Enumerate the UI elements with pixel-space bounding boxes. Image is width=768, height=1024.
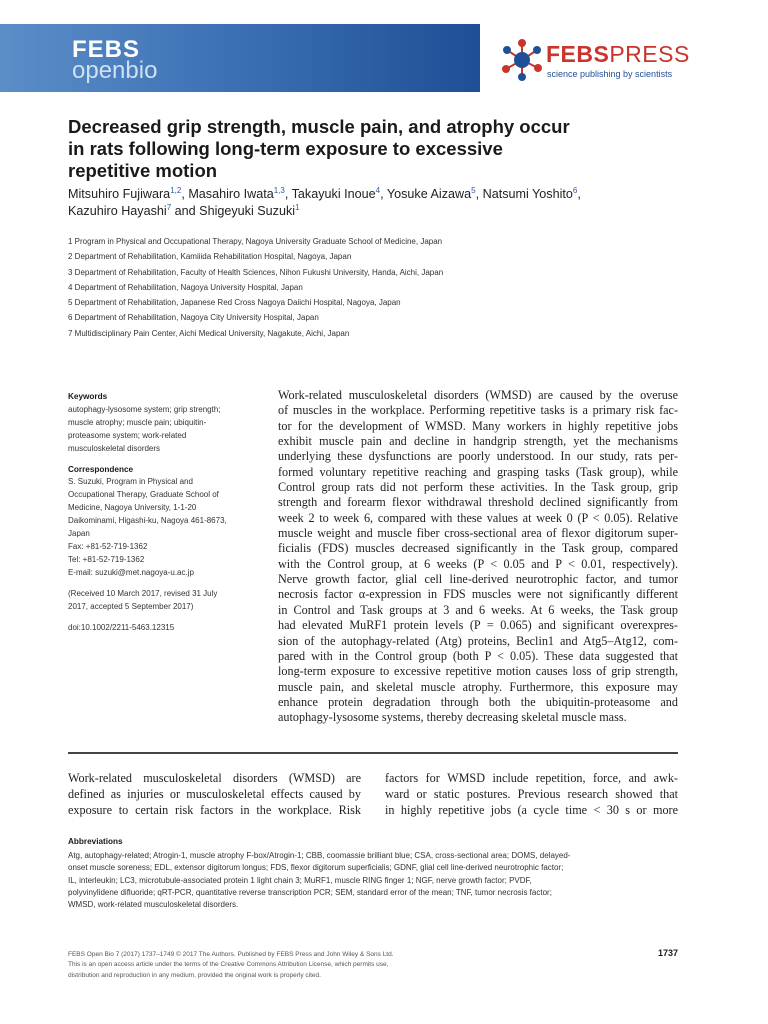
abbreviations-line: Atg, autophagy-related; Atrogin-1, muscle atrophy F-box/Atrogin-1; CBB, coomassie brilliant blue; CSA, cross-sectional area; DOMS, delayed-	[68, 851, 571, 861]
abstract-line: long-term exposure to excessive repetitive motion causes loss of grip strength,	[278, 664, 678, 679]
body-line: factors for WMSD include repetition, force, and awk-	[385, 771, 678, 785]
abstract-line: sion of the autophagy-related (Atg) proteins, Beclin1 and Atg5–Atg12, com-	[278, 633, 678, 648]
abstract-line: strength and forearm flexor withdrawal threshold declined significantly from	[278, 495, 678, 510]
abstract-line: formed voluntary repetitive reaching and grasping tasks (Task group), while	[278, 464, 678, 479]
author-affiliation-ref: 7	[166, 203, 172, 212]
abstract-line: exhibit muscle pain and decline in handgrip strength, yet the mechanisms	[278, 434, 678, 449]
correspondence-line: Occupational Therapy, Graduate School of	[68, 490, 219, 500]
affiliation: 1 Program in Physical and Occupational Therapy, Nagoya University Graduate School of Medicine, Japan	[68, 237, 443, 246]
author-line: Kazuhiro Hayashi$^7$ and Shigeyuki Suzuki$^1$	[68, 203, 300, 218]
article-sidebar	[68, 391, 268, 634]
publisher-tagline: science publishing by scientists	[547, 69, 673, 79]
received-line: 2017, accepted 5 September 2017)	[68, 601, 194, 611]
abstract-line: with the Control group, at 6 weeks (P < 0.05 and P < 0.01, respectively).	[278, 556, 678, 571]
abstract-line: enhance protein degradation through both the ubiquitin-proteasome and	[278, 694, 678, 709]
author-name: Yosuke Aizawa	[386, 187, 472, 201]
affiliation: 6 Department of Rehabilitation, Nagoya City University Hospital, Japan	[68, 313, 319, 323]
correspondence-tel: Tel: +81-52-719-1362	[68, 554, 145, 564]
affiliation: 5 Department of Rehabilitation, Japanese Red Cross Nagoya Daiichi Hospital, Nagoya, Japan	[68, 298, 401, 308]
febs-press-molecule-icon	[500, 38, 544, 82]
body-line: defined as injuries or musculoskeletal effects caused by	[68, 787, 361, 802]
abstract-line: week 2 to week 6, compared with these values at week 0 (P < 0.05). Relative	[278, 510, 678, 525]
correspondence-fax: Fax: +81-52-719-1362	[68, 541, 148, 551]
body-line: Work-related musculoskeletal disorders (WMSD) are	[68, 771, 361, 785]
affiliation: 4 Department of Rehabilitation, Nagoya University Hospital, Japan	[68, 282, 303, 292]
spacer	[68, 580, 268, 588]
publisher-name: FEBSPRESS	[546, 41, 690, 67]
abbreviations-line: polyvinylidene difluoride; qRT-PCR, quantitative reverse transcription PCR; SEM, standard error of the mean; TNF, tumor necrosis factor;	[68, 887, 552, 897]
title-line: repetitive motion	[68, 160, 218, 181]
keywords-heading: Keywords	[68, 392, 108, 401]
abstract-line: necrosis factor α-expression in FDS muscles were not significantly different	[278, 587, 678, 602]
correspondence-line: Japan	[68, 529, 90, 539]
abbreviations-line: IL, interleukin; LC3, microtubule-associated protein 1 light chain 3; MuRF1, muscle RING finger 1; NGF, nerve growth factor; PVDF,	[68, 875, 532, 885]
affiliation-list	[68, 234, 688, 341]
body-line: exposure to certain risk factors in the workplace. Risk	[68, 803, 361, 818]
logo-line-1: FEBS	[72, 36, 141, 63]
abstract-line: autophagy-lysosome systems, thereby decreasing skeletal muscle mass.	[278, 710, 627, 725]
abstract-line: underlying these dysfunctions are poorly understood. In our study, rats per-	[278, 449, 678, 464]
body-line: ward or static postures. Previous research showed that	[385, 787, 678, 802]
abstract-line: of muscles in the workplace. Performing repetitive tasks is a primary risk fac-	[278, 403, 678, 418]
body-column-left	[68, 770, 361, 819]
article-title	[68, 116, 698, 182]
author-affiliation-ref: 1,3	[273, 186, 285, 195]
keywords-line: proteasome system; work-related	[68, 430, 187, 440]
page-number: 1737	[657, 948, 678, 958]
correspondence-line: S. Suzuki, Program in Physical and	[68, 477, 193, 487]
body-line: in highly repetitive jobs (a cycle time < 30 s or more	[385, 803, 678, 818]
doi-link[interactable]: doi:10.1002/2211-5463.12315	[68, 622, 175, 632]
keywords-line: autophagy-lysosome system; grip strength;	[68, 404, 221, 414]
author-name: Natsumi Yoshito	[482, 187, 573, 201]
abstract-line: Work-related musculoskeletal disorders (WMSD) are caused by the overuse	[278, 388, 678, 402]
body-column-right	[385, 770, 678, 819]
author-name: Kazuhiro Hayashi	[68, 204, 167, 218]
correspondence-email[interactable]: E-mail: suzuki@met.nagoya-u.ac.jp	[68, 567, 194, 577]
spacer	[68, 456, 268, 464]
correspondence-line: Medicine, Nagoya University, 1-1-20	[68, 503, 197, 513]
author-name: Shigeyuki Suzuki	[199, 204, 296, 218]
keywords-line: musculoskeletal disorders	[68, 443, 161, 453]
author-affiliation-ref: 5	[471, 186, 476, 195]
affiliation: 7 Multidisciplinary Pain Center, Aichi Medical University, Nagakute, Aichi, Japan	[68, 328, 350, 338]
abstract-line: pared with in the Control group (both P < 0.05). These data suggested that	[278, 648, 678, 663]
author-affiliation-ref: 1,2	[170, 186, 182, 195]
received-line: (Received 10 March 2017, revised 31 July	[68, 588, 218, 598]
author-name: Masahiro Iwata	[188, 187, 274, 201]
author-list	[68, 186, 698, 220]
spacer	[68, 614, 268, 622]
abstract-line: muscle pain, and skeletal muscle atrophy. Furthermore, this exposure may	[278, 679, 678, 694]
citation-line: FEBS Open Bio 7 (2017) 1737–1749 © 2017 The Authors. Published by FEBS Press and John Wiley & Sons Ltd.	[68, 951, 394, 958]
febs-press-logo	[500, 38, 700, 84]
author-affiliation-ref: 1	[295, 203, 300, 212]
abstract-line: Control group rats did not perform these activities. In the Task group, grip	[278, 480, 678, 495]
abstract	[278, 388, 678, 726]
section-divider	[68, 752, 678, 754]
license-line: distribution and reproduction in any medium, provided the original work is properly cited.	[68, 971, 321, 979]
author-line: Mitsuhiro Fujiwara$^{1,2}$, Masahiro Iwata$^{1,3}$, Takayuki Inoue$^4$, Yosuke Aizawa$^5$, Natsumi Yoshito$^6$,	[68, 186, 581, 201]
title-line: in rats following long-term exposure to excessive	[68, 138, 503, 159]
abbreviations-line: onset muscle soreness; EDL, extensor digitorum longus; FDS, flexor digitorum superficialis; GDNF, glial cell line-derived neurotrophic factor;	[68, 863, 564, 873]
abstract-line: ficialis (FDS) muscles decreased significantly in the Task group, compared	[278, 541, 678, 556]
page-footer	[68, 950, 628, 981]
correspondence-heading: Correspondence	[68, 464, 134, 474]
affiliation: 3 Department of Rehabilitation, Faculty of Health Sciences, Nihon Fukushi University, Handa, Aichi, Japan	[68, 267, 444, 277]
keywords-line: muscle atrophy; muscle pain; ubiquitin-	[68, 417, 207, 427]
title-line: Decreased grip strength, muscle pain, and atrophy occur	[68, 116, 570, 137]
author-affiliation-ref: 4	[375, 186, 381, 195]
abstract-line: tor for the development of WMSD. Many workers in highly repetitive jobs	[278, 418, 678, 433]
abstract-line: in Control and Task groups at 3 and 6 weeks. At 6 weeks, the Task group	[278, 602, 678, 617]
abstract-line: had elevated MuRF1 protein levels (P = 0.065) and significant overexpres-	[278, 618, 678, 633]
correspondence-line: Daikominami, Higashi-ku, Nagoya 461-8673,	[68, 516, 227, 526]
logo-line-2: openbio	[72, 57, 158, 84]
license-line: This is an open access article under the terms of the Creative Commons Attribution License, which permits use,	[68, 961, 389, 969]
affiliation: 2 Department of Rehabilitation, Kamiiida Rehabilitation Hospital, Nagoya, Japan	[68, 252, 352, 262]
abbreviations-line: WMSD, work-related musculoskeletal disorders.	[68, 900, 239, 910]
author-name: Mitsuhiro Fujiwara	[68, 187, 171, 201]
abbreviations-heading: Abbreviations	[68, 837, 123, 846]
author-affiliation-ref: 6	[572, 186, 578, 195]
author-name: Takayuki Inoue	[291, 187, 376, 201]
abstract-line: muscle weight and muscle fiber cross-sectional area of flexor digitorum super-	[278, 526, 678, 541]
abstract-line: Nerve growth factor, glial cell line-derived neurotrophic factor, and tumor	[278, 572, 678, 587]
page-header	[0, 0, 768, 100]
febs-open-bio-logo	[72, 38, 157, 83]
abbreviations-box	[68, 836, 678, 911]
